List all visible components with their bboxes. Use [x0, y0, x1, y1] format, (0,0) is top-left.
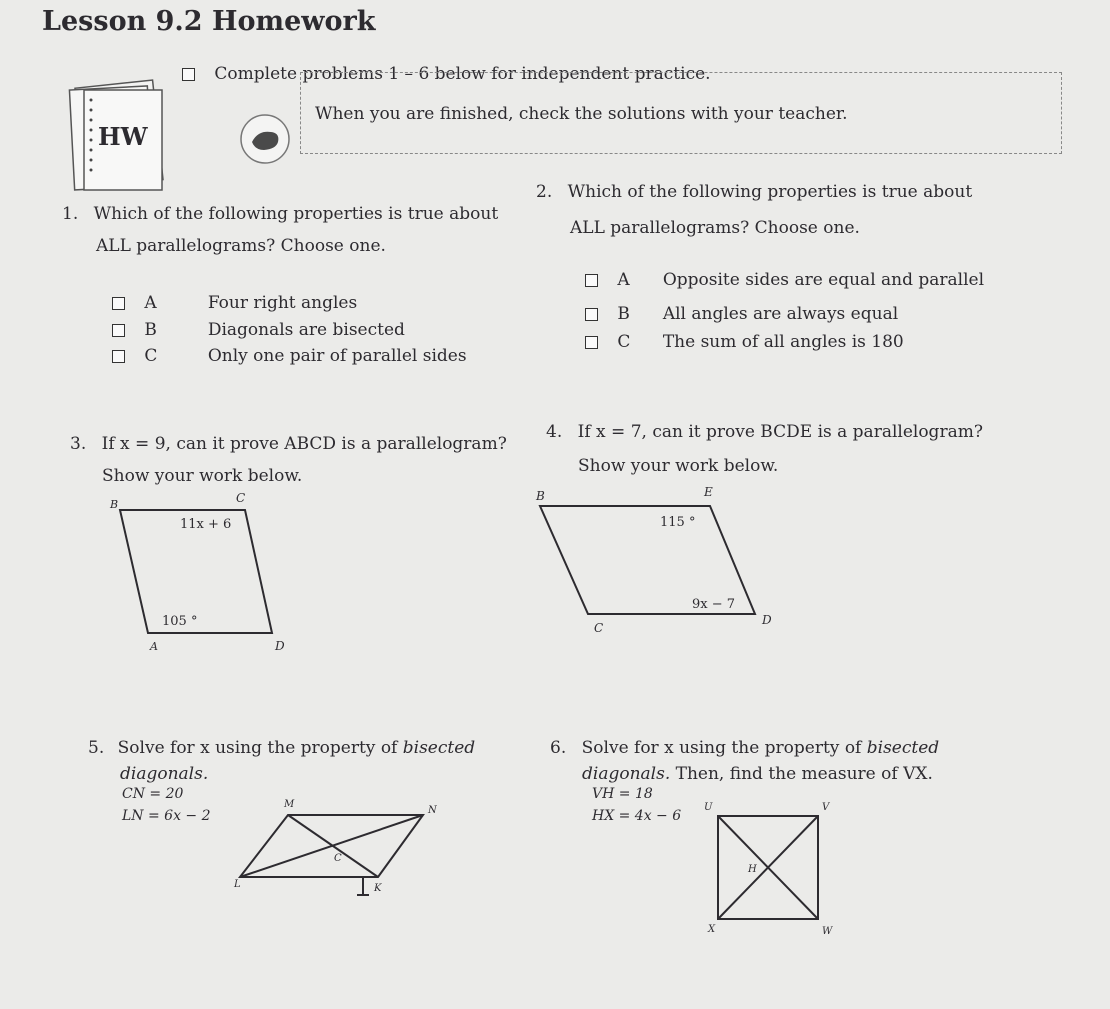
q1-number: 1. — [62, 204, 79, 224]
q4-side-label: 9x − 7 — [692, 597, 736, 612]
q4-text-line1: If x = 7, can it prove BCDE is a parallelogram? — [577, 422, 983, 442]
q6-label-v: V — [822, 802, 830, 813]
q1-option-a-checkbox[interactable] — [112, 297, 125, 310]
q5-given-1: CN = 20 — [122, 786, 184, 802]
q2-option-b[interactable] — [585, 304, 898, 324]
q2-option-c-checkbox[interactable] — [585, 336, 598, 349]
teacher-check-text: When you are finished, check the solutions with your teacher. — [315, 104, 848, 124]
q2-option-c-text: The sum of all angles is 180 — [662, 332, 904, 352]
q4-prompt-line1 — [546, 422, 983, 442]
q6-text-bisected: bisected — [866, 738, 940, 758]
q5-label-c: C — [334, 853, 342, 864]
q1-option-c-checkbox[interactable] — [112, 350, 125, 363]
teacher-check-icon — [238, 112, 292, 166]
q1-option-a-letter: A — [144, 293, 157, 313]
q6-text-diagonals: diagonals. — [582, 764, 671, 784]
instruction-text: Complete problems 1 – 6 below for independent practice. — [214, 64, 711, 84]
q3-prompt-line1 — [70, 434, 507, 454]
q4-label-e: E — [704, 485, 713, 499]
q5-parallelogram-diagram — [230, 795, 450, 910]
q3-text-line1: If x = 9, can it prove ABCD is a parallelogram? — [101, 434, 507, 454]
q2-text-line2: ALL parallelograms? Choose one. — [570, 218, 860, 238]
q3-side-label: 11x + 6 — [180, 517, 232, 532]
q3-label-b: B — [110, 498, 119, 511]
q3-parallelogram-diagram — [100, 488, 320, 658]
q4-label-d: D — [762, 613, 772, 627]
q1-text-line2: ALL parallelograms? Choose one. — [96, 236, 386, 256]
q2-option-a-checkbox[interactable] — [585, 274, 598, 287]
q5-text-line1: Solve for x using the property of — [117, 738, 403, 758]
q4-text-line2: Show your work below. — [578, 456, 779, 476]
q6-number: 6. — [550, 738, 567, 758]
q6-square-diagram — [700, 796, 850, 941]
q2-option-a-letter: A — [617, 270, 630, 290]
q2-option-a-text: Opposite sides are equal and parallel — [662, 270, 985, 290]
q5-prompt-line1 — [88, 738, 475, 758]
hw-label: HW — [98, 122, 148, 151]
q1-option-b-letter: B — [144, 320, 157, 340]
q2-option-c-letter: C — [617, 332, 631, 352]
q5-text-line2: diagonals. — [120, 764, 209, 784]
q6-given-1: VH = 18 — [592, 786, 653, 802]
q6-label-w: W — [822, 926, 833, 937]
q4-angle-label: 115 ° — [660, 515, 696, 530]
q5-label-m: M — [284, 799, 295, 810]
q3-label-c: C — [236, 491, 246, 505]
q2-option-a[interactable] — [585, 270, 984, 290]
q1-option-c-text: Only one pair of parallel sides — [207, 346, 467, 366]
q6-label-u: U — [704, 802, 713, 813]
q2-prompt-line1 — [536, 182, 972, 202]
q6-text-line1: Solve for x using the property of — [581, 738, 867, 758]
q1-option-a[interactable] — [112, 293, 357, 313]
q1-option-c-letter: C — [144, 346, 158, 366]
instruction-checkbox[interactable] — [182, 68, 195, 81]
q5-label-l: L — [234, 879, 241, 890]
q2-option-c[interactable] — [585, 332, 904, 352]
q6-prompt-line1 — [550, 738, 939, 758]
q2-option-b-letter: B — [617, 304, 630, 324]
q5-given-2: LN = 6x − 2 — [122, 808, 211, 824]
q1-option-b-text: Diagonals are bisected — [207, 320, 405, 340]
q6-label-h: H — [748, 864, 757, 875]
q3-number: 3. — [70, 434, 87, 454]
q6-text-then: Then, find the measure of VX. — [670, 764, 933, 784]
q6-given-2: HX = 4x − 6 — [592, 808, 682, 824]
q5-number: 5. — [88, 738, 105, 758]
q1-text-line1: Which of the following properties is true about — [93, 204, 499, 224]
q2-option-b-checkbox[interactable] — [585, 308, 598, 321]
q4-parallelogram-diagram — [530, 478, 790, 648]
q4-label-c: C — [594, 621, 604, 635]
q3-angle-label: 105 ° — [162, 614, 198, 629]
page-title: Lesson 9.2 Homework — [42, 6, 376, 37]
q1-option-b-checkbox[interactable] — [112, 324, 125, 337]
q1-option-a-text: Four right angles — [207, 293, 358, 313]
q2-option-b-text: All angles are always equal — [662, 304, 899, 324]
q3-text-line2: Show your work below. — [102, 466, 303, 486]
q2-text-line1: Which of the following properties is true about — [567, 182, 973, 202]
q5-diagonal-nl — [240, 815, 423, 877]
q5-label-n: N — [428, 805, 437, 816]
q1-option-c[interactable] — [112, 346, 467, 366]
q3-label-a: A — [150, 640, 158, 653]
q4-number: 4. — [546, 422, 563, 442]
q5-label-k: K — [374, 883, 382, 894]
q5-text-bisected: bisected — [402, 738, 476, 758]
q1-prompt-line1 — [62, 204, 498, 224]
q4-label-b: B — [536, 489, 545, 503]
q1-option-b[interactable] — [112, 320, 405, 340]
q6-label-x: X — [708, 924, 716, 935]
q6-text-line2 — [582, 764, 933, 784]
q3-label-d: D — [275, 639, 285, 653]
q2-number: 2. — [536, 182, 553, 202]
